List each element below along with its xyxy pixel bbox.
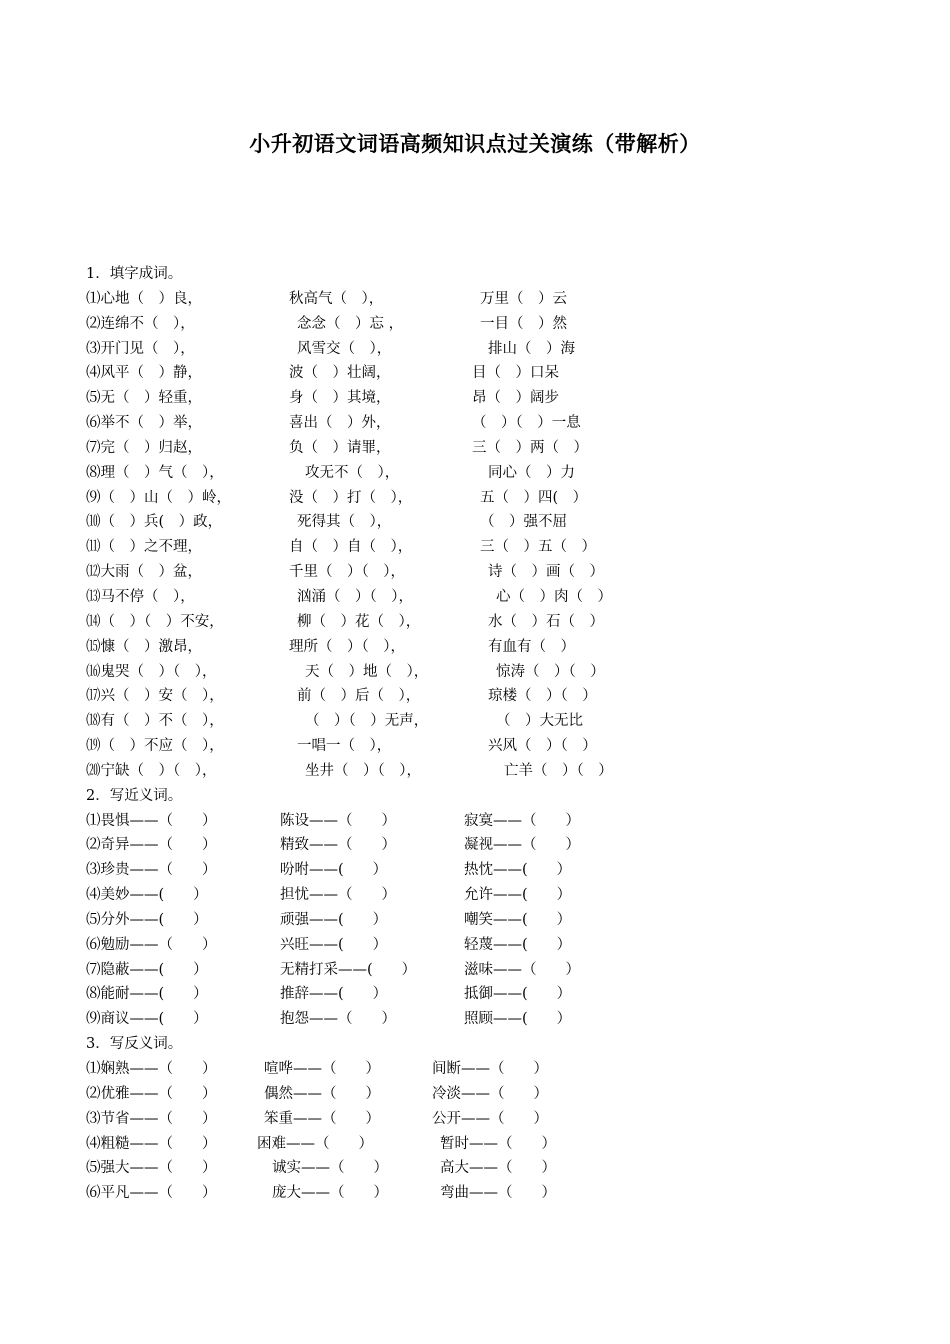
exercise-item: 轻蔑——( ） [464, 936, 572, 953]
exercise-item: ⑶开门见（ ）， [86, 340, 195, 357]
exercise-item: 风雪交（ ）， [297, 340, 392, 357]
exercise-item: 有血有（ ） [488, 638, 575, 655]
exercise-item: 陈设——（ ） [280, 812, 396, 829]
exercise-item: 兴风（ ）（ ） [488, 738, 597, 755]
exercise-item: 负（ ）请罪， [289, 439, 391, 456]
exercise-item: 精致——（ ） [280, 837, 396, 854]
exercise-item: ⑷粗糙——（ ） [86, 1135, 217, 1152]
exercise-item: 三（ ）五（ ） [480, 539, 596, 556]
exercise-row [86, 436, 886, 461]
exercise-item: ⒂慷（ ）激昂， [86, 638, 202, 655]
exercise-item: 目（ ）口呆 [472, 365, 559, 382]
exercise-item: ⒃鬼哭（ ）（ ）， [86, 663, 217, 680]
exercise-row [86, 709, 886, 734]
exercise-item: ⑾（ ）之不理， [86, 539, 202, 556]
exercise-item: 同心（ ）力 [488, 464, 575, 481]
exercise-item: 热忱——( ） [464, 862, 572, 879]
exercise-item: ⒇宁缺（ ）（ ）， [86, 762, 217, 779]
exercise-row [86, 684, 886, 709]
exercise-item: 死得其（ ）， [297, 514, 392, 531]
exercise-item: （ ）（ ）一息 [472, 415, 581, 432]
exercise-item: ⑹平凡——（ ） [86, 1185, 217, 1202]
exercise-item: ⑺隐蔽——( ） [86, 961, 208, 978]
exercise-row [86, 883, 886, 908]
exercise-item: 间断——（ ） [432, 1061, 548, 1077]
exercise-row [86, 1057, 886, 1082]
exercise-item: 一唱一（ ）， [297, 738, 392, 755]
exercise-row [86, 858, 886, 883]
exercise-item: （ ）大无比 [496, 713, 583, 730]
exercise-row [86, 461, 886, 486]
exercise-item: 弯曲——（ ） [440, 1185, 556, 1202]
exercise-item: ⑵优雅——（ ） [86, 1085, 217, 1102]
page-title: 小升初语文词语高频知识点过关演练（带解析） [249, 132, 701, 156]
exercise-item: ⑹举不（ ）举， [86, 415, 202, 432]
exercise-item: 吩咐——( ） [280, 862, 388, 879]
exercise-item: 寂寞——（ ） [464, 812, 580, 829]
exercise-item: 自（ ）自（ ）， [289, 539, 413, 556]
exercise-item: ⑷风平（ ）静， [86, 365, 202, 382]
exercise-item: ⑶节省——（ ） [86, 1110, 217, 1127]
exercise-row [86, 759, 886, 784]
exercise-item: （ ）强不屈 [480, 514, 567, 531]
exercise-item: 嘲笑——( ） [464, 911, 572, 928]
exercise-item: ⑺完（ ）归赵， [86, 439, 202, 456]
exercise-item: （ ）（ ）无声， [305, 713, 429, 730]
exercise-row [86, 982, 886, 1007]
exercise-row [86, 1082, 886, 1107]
exercise-item: 庞大——（ ） [272, 1185, 388, 1202]
exercise-row [86, 933, 886, 958]
exercise-item: 天（ ）地（ ）， [305, 663, 429, 680]
exercise-item: 坐井（ ）（ ）， [305, 762, 421, 779]
exercise-item: 没（ ）打（ ）， [289, 489, 413, 506]
exercise-item: 抱怨——（ ） [280, 1011, 396, 1028]
exercise-row [86, 1107, 886, 1132]
exercise-item: 五（ ）四( ） [480, 489, 588, 506]
section-heading [86, 262, 886, 287]
section-heading [86, 1032, 886, 1057]
exercise-item: 暂时——（ ） [440, 1135, 556, 1152]
exercise-item: 攻无不（ ）， [305, 464, 400, 481]
exercise-row [86, 610, 886, 635]
exercise-row [86, 411, 886, 436]
exercise-item: 琼楼（ ）（ ） [488, 688, 597, 705]
exercise-row [86, 908, 886, 933]
exercise-item: ⑵奇异——（ ） [86, 837, 217, 854]
exercise-item: ⑿大雨（ ）盆， [86, 564, 202, 581]
section-heading-text: 3．写反义词。 [86, 1036, 183, 1053]
exercise-item: 高大——（ ） [440, 1160, 556, 1177]
exercise-item: 困难——（ ） [257, 1135, 373, 1152]
exercise-item: 诚实——（ ） [272, 1160, 388, 1177]
exercise-item: 公开——（ ） [432, 1110, 548, 1127]
exercise-row [86, 833, 886, 858]
exercise-item: ⒄兴（ ）安（ ）， [86, 688, 224, 705]
exercise-row [86, 535, 886, 560]
exercise-item: 昂（ ）阔步 [472, 390, 559, 407]
exercise-item: ⑴畏惧——（ ） [86, 812, 217, 829]
exercise-item: 千里（ ）（ ）， [289, 564, 405, 581]
exercise-item: ⑸分外——( ） [86, 911, 208, 928]
exercise-item: 柳（ ）花（ ）， [297, 613, 421, 630]
exercise-row [86, 635, 886, 660]
exercise-item: 诗（ ）画（ ） [488, 564, 604, 581]
exercise-item: 滋味——（ ） [464, 961, 580, 978]
section-heading-text: 1．填字成词。 [86, 266, 183, 282]
exercise-item: 抵御——( ） [464, 986, 572, 1003]
exercise-item: 水（ ）石（ ） [488, 613, 604, 630]
exercise-item: 推辞——( ） [280, 986, 388, 1003]
exercise-row [86, 486, 886, 511]
exercise-item: 凝视——（ ） [464, 837, 580, 854]
exercise-item: ⑴娴熟——（ ） [86, 1061, 217, 1077]
exercise-row [86, 734, 886, 759]
exercise-item: 笨重——（ ） [264, 1110, 380, 1127]
exercise-item: ⑵连绵不（ ）， [86, 315, 195, 332]
exercise-item: 无精打采——( ） [280, 961, 417, 978]
exercise-row [86, 1132, 886, 1157]
exercise-row [86, 660, 886, 685]
exercise-item: ⑸无（ ）轻重， [86, 390, 202, 407]
exercise-row [86, 337, 886, 362]
exercise-row [86, 560, 886, 585]
exercise-item: ⒁（ ）（ ）不安， [86, 613, 224, 630]
exercise-item: ⑼商议——( ） [86, 1011, 208, 1028]
exercise-item: 秋高气（ ）， [289, 290, 384, 307]
exercise-item: 喜出（ ）外， [289, 415, 391, 432]
exercise-item: 三（ ）两（ ） [472, 439, 588, 456]
exercise-item: ⑻能耐——( ） [86, 986, 208, 1003]
exercise-item: ⑶珍贵——（ ） [86, 862, 217, 879]
exercise-item: ⑹勉励——（ ） [86, 936, 217, 953]
exercise-item: ⑷美妙——( ） [86, 887, 208, 904]
exercise-item: 喧哗——（ ） [264, 1061, 380, 1077]
exercise-item: ⑼（ ）山（ ）岭， [86, 489, 231, 506]
exercise-row [86, 585, 886, 610]
exercise-item: ⑸强大——（ ） [86, 1160, 217, 1177]
exercise-item: ⒅有（ ）不（ ）， [86, 713, 224, 730]
section-heading-text: 2．写近义词。 [86, 787, 183, 804]
exercise-row [86, 510, 886, 535]
exercise-item: 亡羊（ ）（ ） [504, 762, 613, 779]
exercise-item: 万里（ ）云 [480, 290, 567, 307]
exercise-content [86, 262, 886, 1206]
exercise-item: 前（ ）后（ ）， [297, 688, 421, 705]
exercise-row [86, 1181, 886, 1206]
exercise-item: ⒆（ ）不应（ ）， [86, 738, 224, 755]
exercise-item: 顽强——( ） [280, 911, 388, 928]
exercise-row [86, 386, 886, 411]
exercise-item: 惊涛（ ）（ ） [496, 663, 605, 680]
exercise-item: ⑻理（ ）气（ ）， [86, 464, 224, 481]
exercise-item: ⑽（ ）兵( ）政， [86, 514, 223, 531]
exercise-item: 兴旺——( ） [280, 936, 388, 953]
exercise-item: 一目（ ）然 [480, 315, 567, 332]
exercise-row [86, 361, 886, 386]
section-heading [86, 784, 886, 809]
exercise-item: 排山（ ）海 [488, 340, 575, 357]
exercise-item: 心（ ）肉（ ） [496, 588, 612, 605]
exercise-item: 身（ ）其境， [289, 390, 391, 407]
exercise-item: ⒀马不停（ ）， [86, 588, 195, 605]
exercise-item: 念念（ ）忘 ， [297, 315, 404, 332]
exercise-item: 波（ ）壮阔， [289, 365, 391, 382]
exercise-row [86, 809, 886, 834]
exercise-item: 汹涌（ ）（ ）， [297, 588, 413, 605]
exercise-item: ⑴心地（ ）良， [86, 290, 202, 307]
exercise-item: 允许——( ） [464, 887, 572, 904]
exercise-item: 照顾——( ） [464, 1011, 572, 1028]
exercise-item: 理所（ ）（ ）， [289, 638, 405, 655]
exercise-item: 担忧——（ ） [280, 887, 396, 904]
exercise-row [86, 1007, 886, 1032]
exercise-item: 冷淡——（ ） [432, 1085, 548, 1102]
exercise-row [86, 958, 886, 983]
exercise-row [86, 287, 886, 312]
exercise-row [86, 312, 886, 337]
exercise-item: 偶然——（ ） [264, 1085, 380, 1102]
exercise-row [86, 1156, 886, 1181]
